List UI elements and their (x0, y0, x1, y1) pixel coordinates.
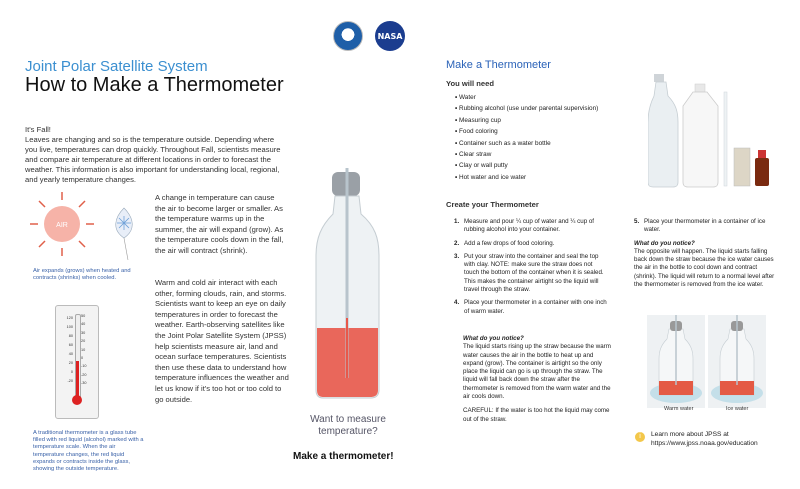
list-item: • Food coloring (455, 126, 635, 137)
education-link[interactable]: https://www.jpss.noaa.gov/education (651, 440, 758, 447)
supplies-photo (648, 72, 778, 190)
org-name: Joint Polar Satellite System (25, 58, 208, 75)
list-item: • Measuring cup (455, 115, 635, 126)
warm-water-label: Warm water (664, 406, 694, 412)
thermometer-bulb (72, 395, 82, 405)
list-item: • Clear straw (455, 149, 635, 160)
straw (724, 92, 727, 186)
scale-fahrenheit: 120 100 80 60 40 20 0 -20 (66, 316, 73, 383)
step-item: 2. Add a few drops of food coloring. (454, 239, 555, 247)
learn-more-text: Learn more about JPSS at (651, 431, 729, 438)
contract-arrows-icon (117, 216, 131, 230)
notice-heading: What do you notice? (463, 335, 524, 342)
make-text: Make a thermometer! (293, 451, 394, 462)
warm-water-photo (647, 315, 705, 408)
step-item: 1. Measure and pour ¼ cup of water and ¼ cup of rubbing alcohol into your container. (454, 218, 595, 234)
thermometer-caption: A traditional thermometer is a glass tube filled with red liquid (alcohol) marked with a temperature scale. When the air temperature changes, the red liquid expands or contracts inside the glass, showing the outside temperature. (33, 430, 144, 473)
list-item: • Hot water and ice water (455, 172, 635, 183)
satellite-paragraph: Warm and cold air interact with each other, forming clouds, rain, and storms. Scientists want to keep an eye on daily temperatures in order to forecast the weather. Earth-observing satellites like the Joint Polar Satellite System (JPSS) help scientists measure air, land and ocean surface temperatures. Scientists then use these data to understand how temperature influences the weather and let us know if it's too hot or too cold to go outside. (155, 278, 289, 404)
noaa-logo-icon (333, 21, 363, 51)
nasa-logo (375, 21, 405, 51)
clay (734, 148, 750, 186)
notice-heading: What do you notice? (634, 239, 695, 247)
air-caption: Air expands (grows) when heated and contracts (shrinks) when cooled. (33, 268, 131, 282)
water-bottle (648, 82, 678, 187)
careful-text: CAREFUL: If the water is too hot the liquid may come out of the straw. (463, 407, 610, 423)
list-item: • Water (455, 92, 635, 103)
page-title: How to Make a Thermometer (25, 74, 284, 96)
need-heading: You will need (446, 79, 494, 88)
intro-paragraph: It's Fall! Leaves are changing and so is the temperature outside. Depending where you live, temperatures can drop quickly. Throughout Fall, scientists measure and compare air temperature at different locations in order to forecast the weather. This information is also important for understanding local, regional, and yearly temperature changes. (25, 125, 281, 184)
ice-water-label: Ice water (726, 406, 749, 412)
info-icon: i (635, 432, 645, 442)
need-list (455, 92, 635, 183)
notice-text: The opposite will happen. The liquid starts falling back down the straw because the ice water causes the air in the bottle to cool down and contract (shrink). The liquid will return to a normal level after the thermometer is removed from the ice water. (634, 247, 775, 289)
step-item: 3. Put your straw into the container and seal the top with clay. NOTE: make sure the straw does not touch the bottom of the container when it is sealed. This makes the container airtight so the liquid will travel through the straw. (454, 252, 604, 294)
steps-list (454, 218, 609, 321)
alcohol-bottle (683, 92, 718, 187)
create-heading: Create your Thermometer (446, 200, 539, 209)
food-coloring (755, 158, 769, 186)
step-item: 4. Place your thermometer in a container with one inch of warm water. (454, 299, 607, 315)
learn-more (651, 430, 758, 448)
notice-block-2 (634, 240, 779, 290)
expand-paragraph: A change in temperature can cause the air to become larger or smaller. As the temperature warms up in the summer, the air will expand (grow). As the temperature cools down in the fall, the air will contract (shrink). (155, 193, 284, 255)
list-item: • Rubbing alcohol (use under parental supervision) (455, 103, 635, 114)
air-label: AIR (56, 222, 68, 229)
notice-block-1 (463, 335, 613, 424)
ice-water-photo (708, 315, 766, 408)
list-item: • Container such as a water bottle (455, 138, 635, 149)
notice-text: The liquid starts rising up the straw because the warm water causes the air in the bottle to heat up and expand (grow). The container is airtight so the only place the liquid can go is up through the straw. The liquid will fall back down the straw after the thermometer is removed from the warm water and the air cools down. (463, 343, 611, 401)
bottle-thermometer-photo (313, 168, 383, 400)
air-expansion-illustration (24, 190, 144, 265)
thermometer-illustration (55, 305, 99, 419)
step-5: 5. Place your thermometer in a container of ice water. What do you notice? The opposite will happen. The liquid starts falling back down the straw because the ice water causes the air in the bottle to cool down and contract (shrink). The liquid will return to a normal level after the thermometer is removed from the ice water. (634, 218, 779, 289)
section-title: Make a Thermometer (446, 59, 551, 71)
want-text: Want to measure temperature? (310, 414, 386, 437)
scale-celsius: 50 40 30 20 10 0 -10 -20 -30 (81, 314, 87, 386)
list-item: • Clay or wall putty (455, 160, 635, 171)
nasa-logo-text: NASA (377, 31, 403, 41)
